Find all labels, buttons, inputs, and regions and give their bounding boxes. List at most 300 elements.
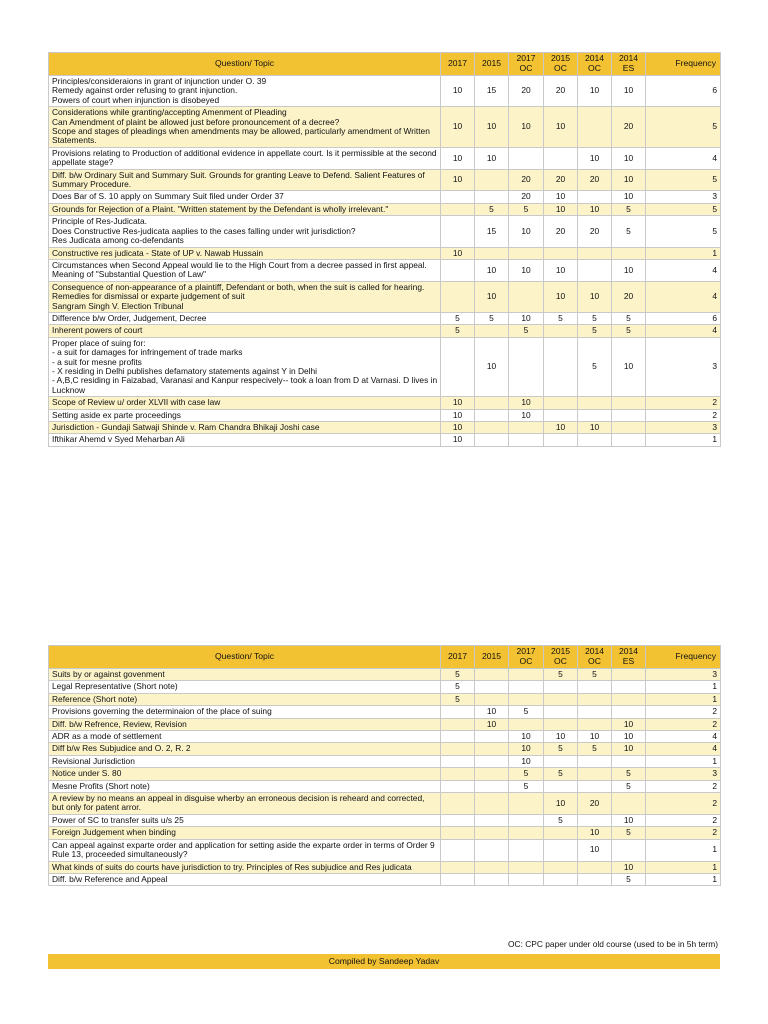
- marks-cell-2015: [475, 780, 509, 792]
- marks-cell-2017: [441, 259, 475, 281]
- marks-cell-2014-oc: [578, 814, 612, 826]
- marks-cell-2015-oc: 20: [544, 169, 578, 191]
- table-row: [49, 873, 721, 885]
- marks-cell-2015-oc: 5: [544, 814, 578, 826]
- marks-cell-2017-oc: [509, 793, 544, 815]
- marks-cell-2015-oc: 5: [544, 312, 578, 324]
- marks-cell-2017: [441, 743, 475, 755]
- question-topic-cell: ADR as a mode of settlement: [49, 731, 441, 743]
- marks-cell-2014-oc: [578, 861, 612, 873]
- marks-cell-2017-oc: 10: [509, 312, 544, 324]
- frequency-cell: 1: [646, 681, 721, 693]
- header-frequency: Frequency: [646, 646, 721, 669]
- marks-cell-2017-oc: [509, 434, 544, 446]
- marks-cell-2017: 10: [441, 247, 475, 259]
- marks-cell-2017: [441, 281, 475, 312]
- marks-cell-2014-oc: [578, 873, 612, 885]
- table-row: [49, 780, 721, 792]
- frequency-cell: 3: [646, 191, 721, 203]
- question-topic-cell: Principle of Res-Judicata. Does Constructive Res-judicata aaplies to the cases falling under writ jurisdiction? Res Judicata among co-defendants: [49, 216, 441, 247]
- header-2015: 2015: [475, 646, 509, 669]
- table-row: [49, 325, 721, 337]
- marks-cell-2015: [475, 693, 509, 705]
- table-row: [49, 706, 721, 718]
- marks-cell-2015: [475, 743, 509, 755]
- marks-cell-2017-oc: 10: [509, 409, 544, 421]
- frequency-cell: 1: [646, 839, 721, 861]
- frequency-cell: 4: [646, 731, 721, 743]
- marks-cell-2017-oc: 10: [509, 216, 544, 247]
- marks-cell-2014-es: 5: [612, 827, 646, 839]
- marks-cell-2017-oc: [509, 681, 544, 693]
- marks-cell-2015: 10: [475, 107, 509, 148]
- marks-cell-2017: [441, 839, 475, 861]
- marks-cell-2017: 5: [441, 681, 475, 693]
- frequency-cell: 1: [646, 873, 721, 885]
- header-2015-oc: 2015 OC: [544, 646, 578, 669]
- marks-cell-2017: [441, 755, 475, 767]
- marks-cell-2017: [441, 706, 475, 718]
- marks-cell-2015: [475, 247, 509, 259]
- marks-cell-2017: [441, 731, 475, 743]
- table-row: [49, 793, 721, 815]
- question-topic-cell: Suits by or against govenment: [49, 669, 441, 681]
- marks-cell-2015: 10: [475, 706, 509, 718]
- question-topic-cell: Reference (Short note): [49, 693, 441, 705]
- frequency-cell: 2: [646, 814, 721, 826]
- header-2017-oc: 2017 OC: [509, 646, 544, 669]
- question-topic-cell: Diff. b/w Ordinary Suit and Summary Suit. Grounds for granting Leave to Defend. Salient Features of Summary Procedure.: [49, 169, 441, 191]
- marks-cell-2015: [475, 873, 509, 885]
- marks-cell-2014-oc: 10: [578, 147, 612, 169]
- marks-cell-2017: [441, 768, 475, 780]
- marks-cell-2014-es: [612, 247, 646, 259]
- frequency-cell: 4: [646, 147, 721, 169]
- frequency-cell: 1: [646, 693, 721, 705]
- table-row: [49, 147, 721, 169]
- frequency-cell: 2: [646, 780, 721, 792]
- frequency-cell: 3: [646, 422, 721, 434]
- marks-cell-2014-es: 10: [612, 718, 646, 730]
- marks-cell-2015-oc: [544, 397, 578, 409]
- question-topic-cell: Diff b/w Res Subjudice and O. 2, R. 2: [49, 743, 441, 755]
- header-2017: 2017: [441, 53, 475, 76]
- marks-cell-2014-es: [612, 422, 646, 434]
- marks-cell-2014-es: [612, 681, 646, 693]
- marks-cell-2015-oc: 10: [544, 281, 578, 312]
- table-row: [49, 397, 721, 409]
- question-topic-cell: What kinds of suits do courts have jurisdiction to try. Principles of Res subjudice and Res judicata: [49, 861, 441, 873]
- marks-cell-2015: 10: [475, 147, 509, 169]
- header-frequency: Frequency: [646, 53, 721, 76]
- marks-cell-2015-oc: [544, 325, 578, 337]
- marks-cell-2015: [475, 409, 509, 421]
- table-row: [49, 693, 721, 705]
- question-topic-cell: Diff. b/w Reference and Appeal: [49, 873, 441, 885]
- marks-cell-2014-oc: 20: [578, 216, 612, 247]
- frequency-cell: 5: [646, 203, 721, 215]
- marks-cell-2017: [441, 861, 475, 873]
- marks-cell-2017: [441, 203, 475, 215]
- marks-cell-2015-oc: 5: [544, 743, 578, 755]
- marks-cell-2017-oc: [509, 839, 544, 861]
- marks-cell-2015: 5: [475, 203, 509, 215]
- marks-cell-2015-oc: 10: [544, 793, 578, 815]
- marks-cell-2017-oc: 20: [509, 169, 544, 191]
- marks-cell-2017: 10: [441, 409, 475, 421]
- marks-cell-2017: 5: [441, 325, 475, 337]
- marks-cell-2014-oc: 5: [578, 325, 612, 337]
- marks-cell-2014-es: 5: [612, 312, 646, 324]
- question-topic-cell: Principles/consideraions in grant of injunction under O. 39 Remedy against order refusing to grant injunction. Powers of court when injunction is disobeyed: [49, 76, 441, 107]
- marks-cell-2014-es: 5: [612, 768, 646, 780]
- marks-cell-2017: 10: [441, 434, 475, 446]
- marks-cell-2017-oc: 10: [509, 107, 544, 148]
- marks-cell-2014-oc: 10: [578, 76, 612, 107]
- table-row: [49, 839, 721, 861]
- marks-cell-2014-es: [612, 839, 646, 861]
- marks-cell-2017-oc: [509, 669, 544, 681]
- marks-cell-2014-oc: 5: [578, 669, 612, 681]
- frequency-cell: 2: [646, 409, 721, 421]
- marks-cell-2017: [441, 718, 475, 730]
- question-topic-cell: A review by no means an appeal in disguise wherby an erroneous decision is reheard and corrected, but only for patent arror.: [49, 793, 441, 815]
- marks-cell-2014-oc: 20: [578, 169, 612, 191]
- frequency-cell: 4: [646, 743, 721, 755]
- marks-cell-2015-oc: 20: [544, 216, 578, 247]
- marks-cell-2017-oc: [509, 814, 544, 826]
- marks-cell-2017-oc: 5: [509, 203, 544, 215]
- marks-cell-2017-oc: [509, 827, 544, 839]
- marks-cell-2014-es: 10: [612, 76, 646, 107]
- frequency-cell: 1: [646, 434, 721, 446]
- marks-cell-2017: 5: [441, 312, 475, 324]
- marks-cell-2017-oc: [509, 337, 544, 396]
- table-row: [49, 827, 721, 839]
- marks-cell-2014-es: 10: [612, 731, 646, 743]
- marks-cell-2014-oc: [578, 718, 612, 730]
- marks-cell-2014-es: [612, 755, 646, 767]
- marks-cell-2015-oc: [544, 147, 578, 169]
- marks-cell-2014-oc: [578, 107, 612, 148]
- marks-cell-2014-oc: 10: [578, 281, 612, 312]
- marks-cell-2014-oc: [578, 259, 612, 281]
- marks-cell-2017: [441, 191, 475, 203]
- table-row: [49, 281, 721, 312]
- table-header-row: [49, 646, 721, 669]
- table-row: [49, 337, 721, 396]
- marks-cell-2017: 10: [441, 169, 475, 191]
- table-row: [49, 718, 721, 730]
- marks-cell-2014-oc: [578, 780, 612, 792]
- table-row: [49, 216, 721, 247]
- marks-cell-2015-oc: [544, 827, 578, 839]
- question-topic-cell: Power of SC to transfer suits u/s 25: [49, 814, 441, 826]
- marks-cell-2017-oc: [509, 873, 544, 885]
- marks-cell-2015: 10: [475, 718, 509, 730]
- marks-cell-2017: 10: [441, 107, 475, 148]
- marks-cell-2017-oc: 20: [509, 191, 544, 203]
- header-2014-es: 2014 ES: [612, 646, 646, 669]
- marks-cell-2014-es: [612, 706, 646, 718]
- marks-cell-2015-oc: 20: [544, 76, 578, 107]
- marks-cell-2014-es: 10: [612, 259, 646, 281]
- table-row: [49, 814, 721, 826]
- marks-cell-2014-es: 5: [612, 203, 646, 215]
- marks-cell-2015-oc: 10: [544, 203, 578, 215]
- table-row: [49, 669, 721, 681]
- marks-cell-2014-es: 10: [612, 147, 646, 169]
- marks-cell-2014-es: [612, 669, 646, 681]
- question-topic-cell: Diff. b/w Refrence, Review, Revision: [49, 718, 441, 730]
- marks-cell-2017-oc: 10: [509, 743, 544, 755]
- table-row: [49, 107, 721, 148]
- marks-cell-2015: [475, 814, 509, 826]
- marks-cell-2017: [441, 793, 475, 815]
- marks-cell-2017-oc: 10: [509, 259, 544, 281]
- marks-cell-2015: [475, 768, 509, 780]
- table-row: [49, 755, 721, 767]
- marks-cell-2014-es: [612, 397, 646, 409]
- marks-cell-2014-es: 10: [612, 337, 646, 396]
- question-frequency-table-2: [48, 645, 721, 886]
- frequency-cell: 4: [646, 259, 721, 281]
- marks-cell-2014-oc: [578, 693, 612, 705]
- marks-cell-2014-es: 20: [612, 281, 646, 312]
- question-topic-cell: Jurisdiction - Gundaji Satwaji Shinde v. Ram Chandra Bhikaji Joshi case: [49, 422, 441, 434]
- table-row: [49, 743, 721, 755]
- marks-cell-2015-oc: 5: [544, 669, 578, 681]
- question-topic-cell: Ifthikar Ahemd v Syed Meharban Ali: [49, 434, 441, 446]
- marks-cell-2014-oc: [578, 755, 612, 767]
- footnote: OC: CPC paper under old course (used to be in 5h term): [508, 939, 718, 949]
- marks-cell-2017: [441, 337, 475, 396]
- marks-cell-2014-oc: 20: [578, 793, 612, 815]
- marks-cell-2014-oc: 10: [578, 839, 612, 861]
- table-row: [49, 259, 721, 281]
- frequency-cell: 3: [646, 337, 721, 396]
- marks-cell-2017: [441, 216, 475, 247]
- marks-cell-2015: [475, 169, 509, 191]
- marks-cell-2015-oc: [544, 706, 578, 718]
- header-2014-es: 2014 ES: [612, 53, 646, 76]
- header-2014-oc: 2014 OC: [578, 646, 612, 669]
- marks-cell-2014-es: 10: [612, 814, 646, 826]
- frequency-cell: 4: [646, 281, 721, 312]
- marks-cell-2014-oc: 5: [578, 743, 612, 755]
- question-topic-cell: Considerations while granting/accepting Amenment of Pleading Can Amendment of plaint be allowed just before pronouncement of a decree? Scope and stages of pleadings when amendments may be allowed, particularly amendment of Written Statements.: [49, 107, 441, 148]
- frequency-cell: 1: [646, 861, 721, 873]
- marks-cell-2015-oc: [544, 681, 578, 693]
- marks-cell-2017: 5: [441, 693, 475, 705]
- marks-cell-2014-oc: [578, 191, 612, 203]
- marks-cell-2017-oc: [509, 718, 544, 730]
- marks-cell-2014-oc: [578, 434, 612, 446]
- question-topic-cell: Notice under S. 80: [49, 768, 441, 780]
- marks-cell-2015: [475, 434, 509, 446]
- table-row: [49, 312, 721, 324]
- frequency-cell: 1: [646, 755, 721, 767]
- marks-cell-2015: [475, 397, 509, 409]
- frequency-cell: 2: [646, 827, 721, 839]
- marks-cell-2015: 15: [475, 76, 509, 107]
- marks-cell-2015: 5: [475, 312, 509, 324]
- question-frequency-table-1: [48, 52, 721, 447]
- marks-cell-2015-oc: 10: [544, 107, 578, 148]
- marks-cell-2015-oc: [544, 434, 578, 446]
- marks-cell-2017: 10: [441, 76, 475, 107]
- question-topic-cell: Scope of Review u/ order XLVII with case law: [49, 397, 441, 409]
- marks-cell-2014-es: 5: [612, 216, 646, 247]
- marks-cell-2017-oc: 10: [509, 731, 544, 743]
- question-topic-cell: Inherent powers of court: [49, 325, 441, 337]
- marks-cell-2015-oc: 10: [544, 731, 578, 743]
- marks-cell-2014-oc: 10: [578, 827, 612, 839]
- header-2017-oc: 2017 OC: [509, 53, 544, 76]
- marks-cell-2015: [475, 731, 509, 743]
- marks-cell-2015-oc: 10: [544, 191, 578, 203]
- marks-cell-2017: 5: [441, 669, 475, 681]
- marks-cell-2015-oc: [544, 693, 578, 705]
- table-row: [49, 76, 721, 107]
- question-topic-cell: Revisional Jurisdiction: [49, 755, 441, 767]
- table-row: [49, 434, 721, 446]
- header-topic: Question/ Topic: [49, 646, 441, 669]
- question-topic-cell: Provisions governing the determinaion of the place of suing: [49, 706, 441, 718]
- table-row: [49, 861, 721, 873]
- marks-cell-2014-es: [612, 793, 646, 815]
- frequency-cell: 2: [646, 397, 721, 409]
- marks-cell-2014-es: 5: [612, 873, 646, 885]
- marks-cell-2014-es: 20: [612, 107, 646, 148]
- marks-cell-2017-oc: 5: [509, 325, 544, 337]
- marks-cell-2014-es: [612, 693, 646, 705]
- marks-cell-2014-oc: [578, 409, 612, 421]
- question-topic-cell: Grounds for Rejection of a Plaint. "Written statement by the Defendant is wholly irrelevant.": [49, 203, 441, 215]
- marks-cell-2017-oc: 5: [509, 768, 544, 780]
- marks-cell-2014-es: [612, 409, 646, 421]
- table-row: [49, 203, 721, 215]
- question-topic-cell: Consequence of non-appearance of a plaintiff, Defendant or both, when the suit is called for hearing. Remedies for dismissal or exparte judgement of suit Sangram Singh V. Election Tribunal: [49, 281, 441, 312]
- frequency-cell: 5: [646, 169, 721, 191]
- question-topic-cell: Does Bar of S. 10 apply on Summary Suit filed under Order 37: [49, 191, 441, 203]
- marks-cell-2017: 10: [441, 147, 475, 169]
- marks-cell-2017-oc: [509, 247, 544, 259]
- compiled-by-bar: Compiled by Sandeep Yadav: [48, 954, 720, 969]
- marks-cell-2017-oc: 5: [509, 706, 544, 718]
- question-topic-cell: Constructive res judicata - State of UP v. Nawab Hussain: [49, 247, 441, 259]
- marks-cell-2014-oc: 10: [578, 422, 612, 434]
- marks-cell-2014-es: 5: [612, 780, 646, 792]
- header-2017: 2017: [441, 646, 475, 669]
- marks-cell-2014-oc: [578, 768, 612, 780]
- marks-cell-2014-es: 10: [612, 191, 646, 203]
- marks-cell-2015-oc: [544, 839, 578, 861]
- marks-cell-2014-es: 5: [612, 325, 646, 337]
- marks-cell-2017-oc: 10: [509, 755, 544, 767]
- question-topic-cell: Legal Representative (Short note): [49, 681, 441, 693]
- table-row: [49, 681, 721, 693]
- question-topic-cell: Difference b/w Order, Judgement, Decree: [49, 312, 441, 324]
- marks-cell-2017-oc: [509, 147, 544, 169]
- marks-cell-2017-oc: [509, 861, 544, 873]
- marks-cell-2015-oc: [544, 718, 578, 730]
- marks-cell-2014-es: 10: [612, 743, 646, 755]
- marks-cell-2015-oc: [544, 780, 578, 792]
- marks-cell-2014-es: 10: [612, 861, 646, 873]
- question-topic-cell: Foreign Judgement when binding: [49, 827, 441, 839]
- frequency-cell: 2: [646, 718, 721, 730]
- marks-cell-2015-oc: [544, 861, 578, 873]
- marks-cell-2015: [475, 827, 509, 839]
- marks-cell-2015-oc: [544, 755, 578, 767]
- marks-cell-2014-oc: 5: [578, 337, 612, 396]
- marks-cell-2017: [441, 827, 475, 839]
- marks-cell-2015: [475, 669, 509, 681]
- header-2015-oc: 2015 OC: [544, 53, 578, 76]
- marks-cell-2015: [475, 755, 509, 767]
- marks-cell-2015-oc: 10: [544, 422, 578, 434]
- frequency-cell: 3: [646, 669, 721, 681]
- marks-cell-2015: [475, 793, 509, 815]
- table-row: [49, 731, 721, 743]
- marks-cell-2015: 10: [475, 259, 509, 281]
- header-2014-oc: 2014 OC: [578, 53, 612, 76]
- table-row: [49, 768, 721, 780]
- frequency-cell: 6: [646, 312, 721, 324]
- marks-cell-2015: [475, 191, 509, 203]
- marks-cell-2015-oc: 5: [544, 768, 578, 780]
- marks-cell-2015: [475, 839, 509, 861]
- question-topic-cell: Setting aside ex parte proceedings: [49, 409, 441, 421]
- frequency-cell: 4: [646, 325, 721, 337]
- marks-cell-2014-oc: [578, 706, 612, 718]
- marks-cell-2017-oc: [509, 693, 544, 705]
- marks-cell-2014-es: [612, 434, 646, 446]
- marks-cell-2015-oc: [544, 409, 578, 421]
- marks-cell-2015: 15: [475, 216, 509, 247]
- header-2015: 2015: [475, 53, 509, 76]
- marks-cell-2015-oc: 10: [544, 259, 578, 281]
- marks-cell-2014-oc: 5: [578, 312, 612, 324]
- marks-cell-2017: [441, 780, 475, 792]
- marks-cell-2015: [475, 681, 509, 693]
- table-row: [49, 191, 721, 203]
- marks-cell-2015-oc: [544, 337, 578, 396]
- table-header-row: [49, 53, 721, 76]
- marks-cell-2017-oc: [509, 422, 544, 434]
- marks-cell-2015: [475, 422, 509, 434]
- marks-cell-2014-oc: [578, 397, 612, 409]
- marks-cell-2017-oc: [509, 281, 544, 312]
- frequency-cell: 2: [646, 706, 721, 718]
- question-topic-cell: Mesne Profits (Short note): [49, 780, 441, 792]
- table-row: [49, 169, 721, 191]
- table-row: [49, 247, 721, 259]
- frequency-cell: 5: [646, 216, 721, 247]
- frequency-cell: 2: [646, 793, 721, 815]
- marks-cell-2017-oc: 20: [509, 76, 544, 107]
- marks-cell-2014-es: 10: [612, 169, 646, 191]
- marks-cell-2014-oc: 10: [578, 731, 612, 743]
- table-row: [49, 422, 721, 434]
- frequency-cell: 1: [646, 247, 721, 259]
- marks-cell-2015: [475, 861, 509, 873]
- marks-cell-2015-oc: [544, 873, 578, 885]
- marks-cell-2015: 10: [475, 281, 509, 312]
- marks-cell-2017: 10: [441, 397, 475, 409]
- question-topic-cell: Provisions relating to Production of additional evidence in appellate court. Is it permissible at the second appellate stage?: [49, 147, 441, 169]
